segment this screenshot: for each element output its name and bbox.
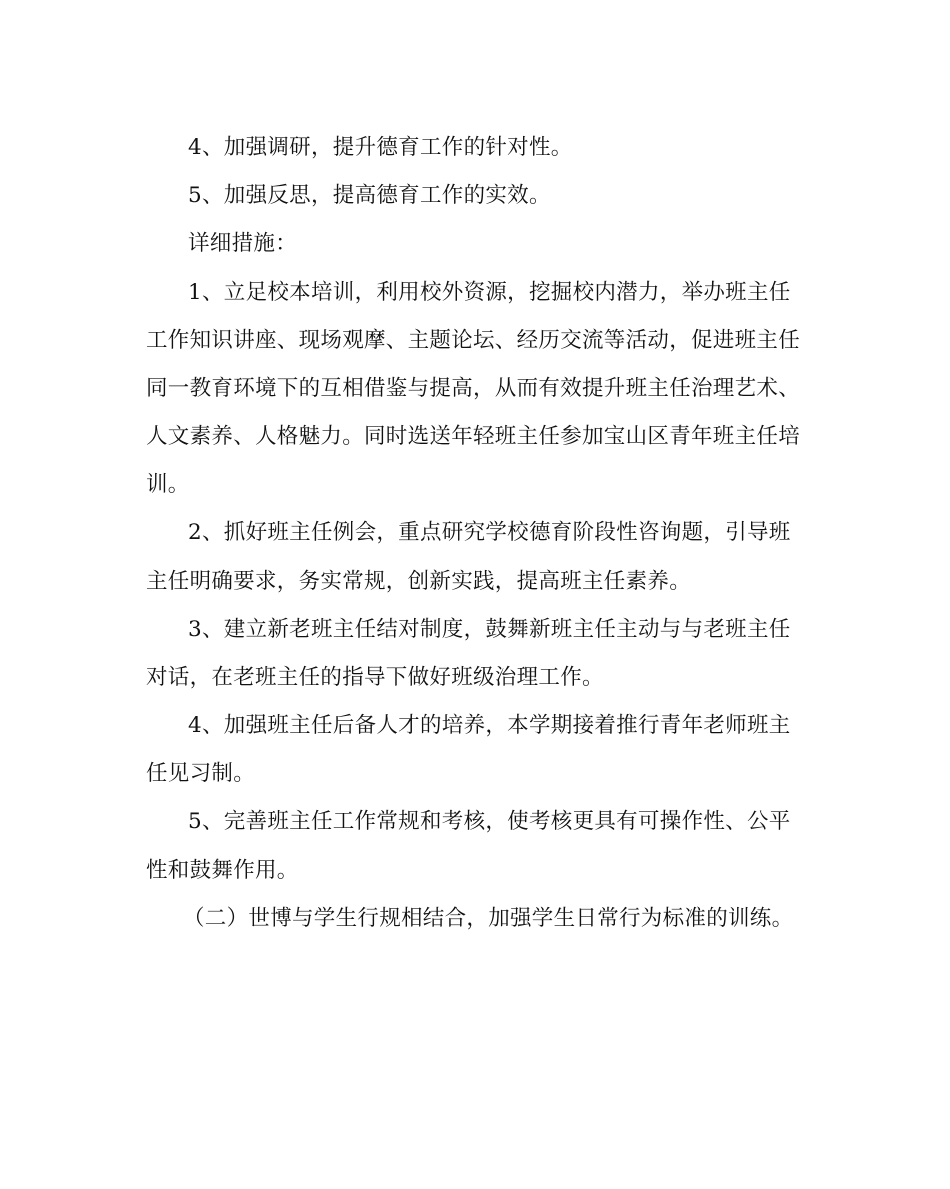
paragraph-line: 任见习制。 <box>146 761 256 786</box>
paragraph-line: 训。 <box>146 472 190 497</box>
paragraph-line: 3、建立新老班主任结对制度，鼓舞新班主任主动与与老班主任 <box>188 617 791 642</box>
paragraph-line: 对话，在老班主任的指导下做好班级治理工作。 <box>146 665 604 690</box>
paragraph-line: 5、加强反思，提高德育工作的实效。 <box>188 183 551 208</box>
paragraph-line: 5、完善班主任工作常规和考核，使考核更具有可操作性、公平 <box>188 809 791 834</box>
paragraph-line: 性和鼓舞作用。 <box>146 858 299 883</box>
subsection-heading: （二）世博与学生行规相结合，加强学生日常行为标准的训练。 <box>183 906 794 931</box>
paragraph-line: 1、立足校本培训，利用校外资源，挖掘校内潜力，举办班主任 <box>188 280 791 305</box>
paragraph-line: 2、抓好班主任例会，重点研究学校德育阶段性咨询题，引导班 <box>188 520 791 545</box>
paragraph-line: 主任明确要求，务实常规，创新实践，提高班主任素养。 <box>146 569 692 594</box>
paragraph-line: 4、加强班主任后备人才的培养，本学期接着推行青年老师班主 <box>188 713 791 738</box>
paragraph-line: 同一教育环境下的互相借鉴与提高，从而有效提升班主任治理艺术、 <box>146 376 801 401</box>
paragraph-line: 人文素养、人格魅力。同时选送年轻班主任参加宝山区青年班主任培 <box>146 424 801 449</box>
section-heading: 详细措施： <box>188 231 298 256</box>
paragraph-line: 4、加强调研，提升德育工作的针对性。 <box>188 135 573 160</box>
paragraph-line: 工作知识讲座、现场观摩、主题论坛、经历交流等活动，促进班主任 <box>146 328 801 353</box>
